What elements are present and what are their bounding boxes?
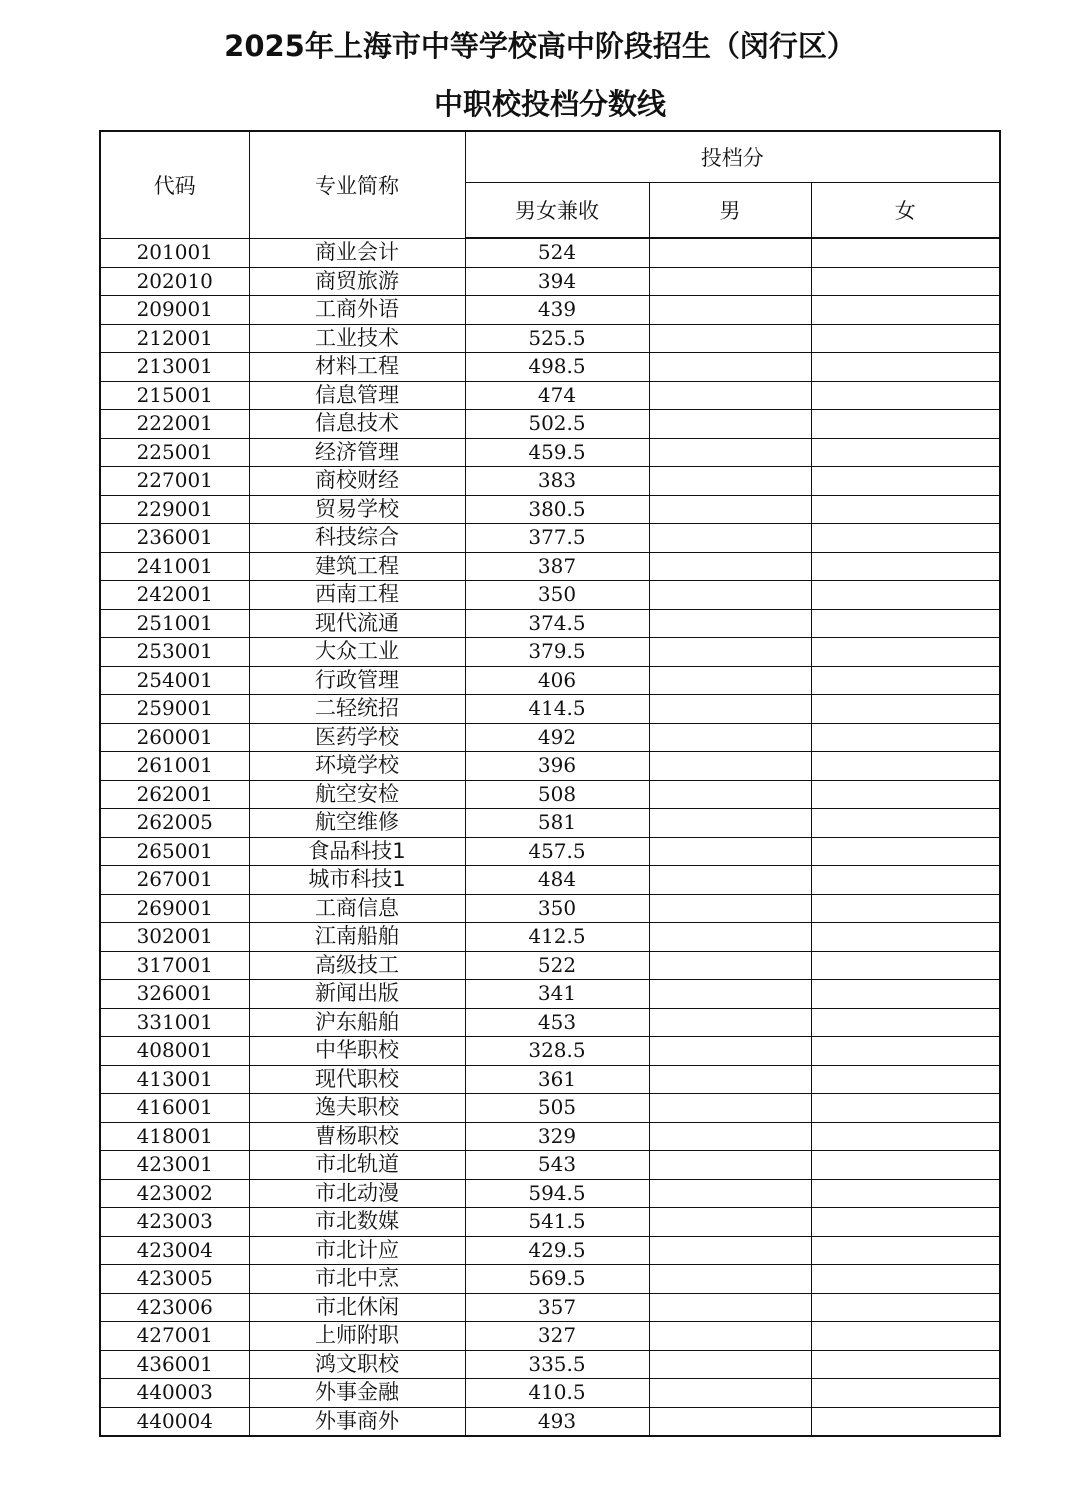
- cell-score-mixed: 522: [465, 951, 649, 980]
- cell-score-mixed: 341: [465, 980, 649, 1009]
- table-row: [100, 1094, 1000, 1123]
- table-row: [100, 809, 1000, 838]
- cell-score-female: [811, 1065, 1000, 1094]
- cell-score-male: [649, 666, 811, 695]
- cell-score-female: [811, 980, 1000, 1009]
- table-row: [100, 1151, 1000, 1180]
- cell-score-mixed: 377.5: [465, 524, 649, 553]
- cell-code: 227001: [100, 467, 249, 496]
- cell-score-male: [649, 923, 811, 952]
- cell-code: 427001: [100, 1322, 249, 1351]
- document-title: 2025年上海市中等学校高中阶段招生（闵行区）: [224, 29, 856, 63]
- cell-score-mixed: 493: [465, 1407, 649, 1436]
- cell-score-male: [649, 1179, 811, 1208]
- cell-code: 222001: [100, 410, 249, 439]
- cell-major-name: 新闻出版: [249, 980, 465, 1009]
- cell-score-female: [811, 296, 1000, 325]
- cell-code: 267001: [100, 866, 249, 895]
- cell-major-name: 现代流通: [249, 609, 465, 638]
- cell-major-name: 曹杨职校: [249, 1122, 465, 1151]
- cell-score-female: [811, 410, 1000, 439]
- cell-major-name: 航空安检: [249, 780, 465, 809]
- cell-score-mixed: 380.5: [465, 495, 649, 524]
- cell-major-name: 现代职校: [249, 1065, 465, 1094]
- cell-major-name: 江南船舶: [249, 923, 465, 952]
- cell-score-male: [649, 695, 811, 724]
- cell-score-male: [649, 809, 811, 838]
- cell-score-mixed: 498.5: [465, 353, 649, 382]
- cell-major-name: 市北动漫: [249, 1179, 465, 1208]
- cell-score-mixed: 327: [465, 1322, 649, 1351]
- cell-code: 423004: [100, 1236, 249, 1265]
- cell-score-male: [649, 552, 811, 581]
- cell-major-name: 建筑工程: [249, 552, 465, 581]
- table-row: [100, 552, 1000, 581]
- table-row: [100, 894, 1000, 923]
- table-row: [100, 495, 1000, 524]
- cell-score-female: [811, 1179, 1000, 1208]
- cell-score-mixed: 459.5: [465, 438, 649, 467]
- cell-score-mixed: 414.5: [465, 695, 649, 724]
- table-row: [100, 410, 1000, 439]
- cell-major-name: 中华职校: [249, 1037, 465, 1066]
- cell-score-female: [811, 723, 1000, 752]
- cell-code: 262001: [100, 780, 249, 809]
- cell-score-mixed: 569.5: [465, 1265, 649, 1294]
- cell-score-male: [649, 609, 811, 638]
- cell-score-female: [811, 581, 1000, 610]
- cell-score-female: [811, 524, 1000, 553]
- cell-score-female: [811, 1322, 1000, 1351]
- cell-code: 213001: [100, 353, 249, 382]
- cell-score-mixed: 492: [465, 723, 649, 752]
- cell-score-male: [649, 1293, 811, 1322]
- cell-major-name: 经济管理: [249, 438, 465, 467]
- table-row: [100, 1008, 1000, 1037]
- cell-code: 212001: [100, 324, 249, 353]
- cell-code: 202010: [100, 267, 249, 296]
- table-row: [100, 837, 1000, 866]
- table-row: [100, 381, 1000, 410]
- cell-major-name: 航空维修: [249, 809, 465, 838]
- cell-score-male: [649, 410, 811, 439]
- cell-score-male: [649, 238, 811, 267]
- cell-major-name: 贸易学校: [249, 495, 465, 524]
- score-table: [99, 130, 1001, 1437]
- table-row: [100, 1407, 1000, 1436]
- cell-major-name: 市北计应: [249, 1236, 465, 1265]
- table-row: [100, 638, 1000, 667]
- cell-major-name: 市北轨道: [249, 1151, 465, 1180]
- cell-score-male: [649, 780, 811, 809]
- cell-score-male: [649, 1037, 811, 1066]
- table-row: [100, 723, 1000, 752]
- cell-score-male: [649, 1236, 811, 1265]
- cell-code: 229001: [100, 495, 249, 524]
- cell-score-female: [811, 1151, 1000, 1180]
- cell-code: 260001: [100, 723, 249, 752]
- cell-score-mixed: 429.5: [465, 1236, 649, 1265]
- cell-score-mixed: 508: [465, 780, 649, 809]
- cell-code: 209001: [100, 296, 249, 325]
- table-row: [100, 666, 1000, 695]
- cell-major-name: 信息技术: [249, 410, 465, 439]
- cell-score-male: [649, 1094, 811, 1123]
- table-row: [100, 752, 1000, 781]
- table-row: [100, 1322, 1000, 1351]
- table-row: [100, 1065, 1000, 1094]
- cell-score-male: [649, 296, 811, 325]
- cell-score-female: [811, 866, 1000, 895]
- header-score-group: 投档分: [465, 131, 1000, 183]
- cell-score-male: [649, 1379, 811, 1408]
- cell-score-mixed: 412.5: [465, 923, 649, 952]
- cell-code: 317001: [100, 951, 249, 980]
- table-row: [100, 1265, 1000, 1294]
- cell-score-mixed: 410.5: [465, 1379, 649, 1408]
- cell-score-mixed: 541.5: [465, 1208, 649, 1237]
- cell-code: 262005: [100, 809, 249, 838]
- table-row: [100, 438, 1000, 467]
- cell-score-mixed: 594.5: [465, 1179, 649, 1208]
- cell-score-female: [811, 780, 1000, 809]
- cell-major-name: 逸夫职校: [249, 1094, 465, 1123]
- table-row: [100, 1122, 1000, 1151]
- cell-major-name: 上师附职: [249, 1322, 465, 1351]
- cell-major-name: 城市科技1: [249, 866, 465, 895]
- table-row: [100, 980, 1000, 1009]
- cell-score-female: [811, 552, 1000, 581]
- cell-score-female: [811, 752, 1000, 781]
- cell-score-mixed: 374.5: [465, 609, 649, 638]
- cell-major-name: 大众工业: [249, 638, 465, 667]
- cell-score-mixed: 350: [465, 894, 649, 923]
- cell-major-name: 沪东船舶: [249, 1008, 465, 1037]
- cell-score-male: [649, 752, 811, 781]
- cell-code: 242001: [100, 581, 249, 610]
- cell-score-male: [649, 951, 811, 980]
- cell-score-mixed: 357: [465, 1293, 649, 1322]
- cell-score-mixed: 453: [465, 1008, 649, 1037]
- table-row: [100, 1037, 1000, 1066]
- cell-major-name: 外事商外: [249, 1407, 465, 1436]
- cell-code: 269001: [100, 894, 249, 923]
- table-row: [100, 923, 1000, 952]
- cell-score-mixed: 543: [465, 1151, 649, 1180]
- cell-score-male: [649, 581, 811, 610]
- cell-score-female: [811, 495, 1000, 524]
- cell-score-female: [811, 695, 1000, 724]
- cell-major-name: 市北休闲: [249, 1293, 465, 1322]
- cell-code: 201001: [100, 238, 249, 267]
- cell-score-female: [811, 1208, 1000, 1237]
- cell-score-male: [649, 980, 811, 1009]
- cell-score-male: [649, 495, 811, 524]
- cell-score-female: [811, 923, 1000, 952]
- cell-score-male: [649, 1008, 811, 1037]
- table-row: [100, 1236, 1000, 1265]
- table-row: [100, 780, 1000, 809]
- cell-score-mixed: 379.5: [465, 638, 649, 667]
- cell-score-male: [649, 1350, 811, 1379]
- cell-code: 236001: [100, 524, 249, 553]
- cell-score-male: [649, 837, 811, 866]
- table-row: [100, 324, 1000, 353]
- table-row: [100, 1293, 1000, 1322]
- table-row: [100, 524, 1000, 553]
- header-female: 女: [811, 183, 1000, 239]
- header-male: 男: [649, 183, 811, 239]
- cell-major-name: 信息管理: [249, 381, 465, 410]
- cell-code: 326001: [100, 980, 249, 1009]
- cell-score-female: [811, 809, 1000, 838]
- cell-score-female: [811, 894, 1000, 923]
- table-row: [100, 866, 1000, 895]
- cell-score-male: [649, 353, 811, 382]
- cell-score-female: [811, 1379, 1000, 1408]
- cell-score-mixed: 474: [465, 381, 649, 410]
- cell-code: 416001: [100, 1094, 249, 1123]
- cell-code: 413001: [100, 1065, 249, 1094]
- cell-code: 265001: [100, 837, 249, 866]
- cell-major-name: 市北中烹: [249, 1265, 465, 1294]
- cell-score-mixed: 361: [465, 1065, 649, 1094]
- cell-major-name: 材料工程: [249, 353, 465, 382]
- cell-major-name: 高级技工: [249, 951, 465, 980]
- table-row: [100, 353, 1000, 382]
- cell-code: 302001: [100, 923, 249, 952]
- header-major: 专业简称: [249, 131, 465, 238]
- cell-code: 241001: [100, 552, 249, 581]
- table-row: [100, 1179, 1000, 1208]
- cell-code: 251001: [100, 609, 249, 638]
- cell-score-male: [649, 524, 811, 553]
- table-row: [100, 695, 1000, 724]
- cell-score-mixed: 329: [465, 1122, 649, 1151]
- cell-major-name: 工业技术: [249, 324, 465, 353]
- cell-score-female: [811, 1094, 1000, 1123]
- cell-score-mixed: 524: [465, 238, 649, 267]
- cell-score-female: [811, 467, 1000, 496]
- cell-score-female: [811, 267, 1000, 296]
- cell-major-name: 鸿文职校: [249, 1350, 465, 1379]
- cell-code: 261001: [100, 752, 249, 781]
- cell-major-name: 科技综合: [249, 524, 465, 553]
- cell-code: 215001: [100, 381, 249, 410]
- cell-major-name: 环境学校: [249, 752, 465, 781]
- cell-code: 259001: [100, 695, 249, 724]
- cell-major-name: 商业会计: [249, 238, 465, 267]
- cell-code: 436001: [100, 1350, 249, 1379]
- table-row: [100, 951, 1000, 980]
- cell-score-mixed: 525.5: [465, 324, 649, 353]
- cell-code: 440004: [100, 1407, 249, 1436]
- cell-code: 254001: [100, 666, 249, 695]
- cell-major-name: 工商外语: [249, 296, 465, 325]
- document-subtitle: 中职校投档分数线: [433, 87, 666, 121]
- cell-major-name: 商贸旅游: [249, 267, 465, 296]
- cell-code: 408001: [100, 1037, 249, 1066]
- cell-score-female: [811, 1236, 1000, 1265]
- cell-major-name: 行政管理: [249, 666, 465, 695]
- cell-score-male: [649, 894, 811, 923]
- cell-score-male: [649, 866, 811, 895]
- cell-code: 423005: [100, 1265, 249, 1294]
- cell-score-female: [811, 1265, 1000, 1294]
- cell-score-male: [649, 1407, 811, 1436]
- cell-major-name: 商校财经: [249, 467, 465, 496]
- cell-score-mixed: 383: [465, 467, 649, 496]
- table-row: [100, 238, 1000, 267]
- cell-major-name: 工商信息: [249, 894, 465, 923]
- cell-score-male: [649, 381, 811, 410]
- cell-score-male: [649, 1265, 811, 1294]
- cell-score-male: [649, 1151, 811, 1180]
- cell-score-female: [811, 353, 1000, 382]
- cell-score-female: [811, 1350, 1000, 1379]
- cell-score-mixed: 387: [465, 552, 649, 581]
- cell-major-name: 市北数媒: [249, 1208, 465, 1237]
- cell-score-male: [649, 638, 811, 667]
- cell-code: 225001: [100, 438, 249, 467]
- cell-major-name: 医药学校: [249, 723, 465, 752]
- cell-score-female: [811, 609, 1000, 638]
- cell-score-male: [649, 467, 811, 496]
- cell-score-female: [811, 1293, 1000, 1322]
- cell-code: 418001: [100, 1122, 249, 1151]
- cell-score-male: [649, 324, 811, 353]
- cell-score-mixed: 394: [465, 267, 649, 296]
- cell-score-female: [811, 324, 1000, 353]
- cell-score-mixed: 457.5: [465, 837, 649, 866]
- cell-score-female: [811, 381, 1000, 410]
- cell-code: 440003: [100, 1379, 249, 1408]
- cell-code: 423001: [100, 1151, 249, 1180]
- cell-major-name: 西南工程: [249, 581, 465, 610]
- cell-code: 331001: [100, 1008, 249, 1037]
- cell-score-mixed: 484: [465, 866, 649, 895]
- cell-score-mixed: 439: [465, 296, 649, 325]
- cell-score-female: [811, 638, 1000, 667]
- cell-score-female: [811, 1122, 1000, 1151]
- table-row: [100, 467, 1000, 496]
- cell-score-male: [649, 1065, 811, 1094]
- cell-score-mixed: 505: [465, 1094, 649, 1123]
- table-row: [100, 267, 1000, 296]
- table-row: [100, 609, 1000, 638]
- cell-score-female: [811, 837, 1000, 866]
- cell-code: 423006: [100, 1293, 249, 1322]
- cell-major-name: 二轻统招: [249, 695, 465, 724]
- header-code: 代码: [100, 131, 249, 238]
- cell-major-name: 外事金融: [249, 1379, 465, 1408]
- cell-score-female: [811, 1037, 1000, 1066]
- cell-score-male: [649, 1122, 811, 1151]
- cell-score-female: [811, 1008, 1000, 1037]
- table-row: [100, 1208, 1000, 1237]
- cell-score-male: [649, 723, 811, 752]
- cell-major-name: 食品科技1: [249, 837, 465, 866]
- cell-score-female: [811, 1407, 1000, 1436]
- table-row: [100, 1350, 1000, 1379]
- cell-score-mixed: 396: [465, 752, 649, 781]
- cell-score-mixed: 335.5: [465, 1350, 649, 1379]
- table-body: [100, 238, 1000, 1436]
- cell-code: 423002: [100, 1179, 249, 1208]
- cell-code: 423003: [100, 1208, 249, 1237]
- cell-score-female: [811, 438, 1000, 467]
- cell-score-female: [811, 238, 1000, 267]
- cell-score-mixed: 350: [465, 581, 649, 610]
- cell-score-female: [811, 951, 1000, 980]
- cell-score-mixed: 502.5: [465, 410, 649, 439]
- cell-score-female: [811, 666, 1000, 695]
- cell-score-male: [649, 438, 811, 467]
- cell-score-mixed: 406: [465, 666, 649, 695]
- cell-score-male: [649, 1208, 811, 1237]
- cell-score-male: [649, 1322, 811, 1351]
- table-row: [100, 1379, 1000, 1408]
- cell-score-mixed: 328.5: [465, 1037, 649, 1066]
- cell-code: 253001: [100, 638, 249, 667]
- header-mixed: 男女兼收: [465, 183, 649, 239]
- table-row: [100, 581, 1000, 610]
- cell-score-male: [649, 267, 811, 296]
- cell-score-mixed: 581: [465, 809, 649, 838]
- table-row: [100, 296, 1000, 325]
